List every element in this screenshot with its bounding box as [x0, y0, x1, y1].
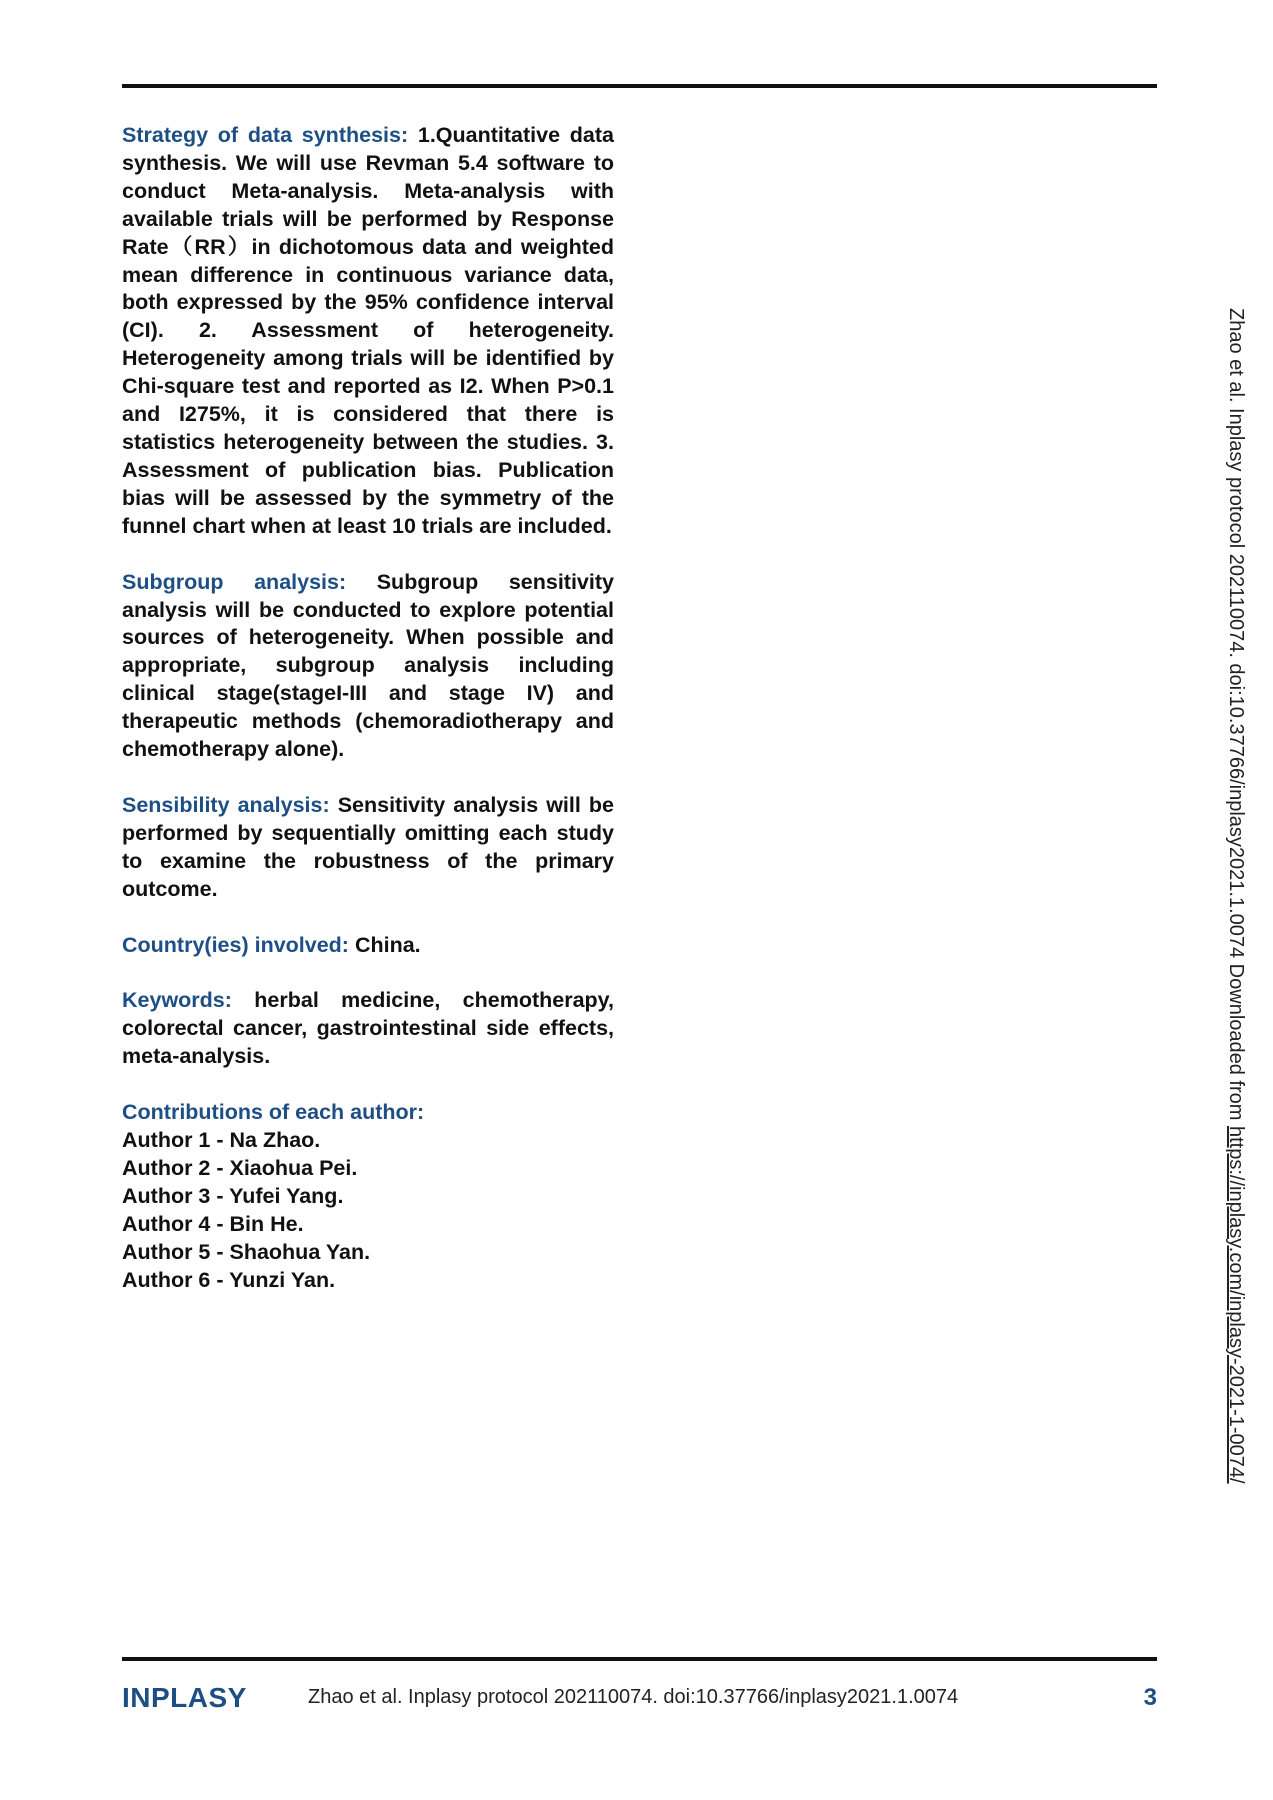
section-sensibility-analysis — [122, 792, 614, 904]
footer — [122, 1682, 1157, 1722]
list-item: Author 2 - Xiaohua Pei. — [122, 1156, 358, 1180]
section-body: Subgroup sensitivity analysis will be conducted to explore potential sources of heterogeneity. When possible and appropriate, subgroup analysis including clinical stage(stageI-III and stage IV) and therapeutic methods (chemoradiotherapy and chemotherapy alone). — [122, 569, 614, 762]
section-keywords — [122, 987, 614, 1071]
author-list — [122, 1127, 614, 1294]
section-subgroup-analysis — [122, 569, 614, 764]
section-heading: Contributions of each author: — [122, 1100, 425, 1125]
section-heading: Sensibility analysis: — [122, 792, 330, 817]
page-number: 3 — [1143, 1684, 1157, 1711]
section-heading: Keywords: — [122, 988, 232, 1013]
section-heading: Country(ies) involved: — [122, 932, 349, 957]
section-body: China. — [354, 932, 421, 957]
side-citation — [1224, 308, 1247, 1484]
main-column — [122, 122, 614, 1323]
section-body: 1.Quantitative data synthesis. We will use Revman 5.4 software to conduct Meta-analysis. Meta-analysis with available trials will be performed by Response Rate（RR）in dichotomous data and weighted mean difference in continuous variance data, both expressed by the 95% confidence interval (CI). 2. Assessment of heterogeneity. Heterogeneity among trials will be identified by Chi-square test and reported as I2. When P>0.1 and I275%, it is considered that there is statistics heterogeneity between the studies. 3. Assessment of publication bias. Publication bias will be assessed by the symmetry of the funnel chart when at least 10 trials are included. — [122, 123, 615, 538]
section-contributions — [122, 1099, 614, 1294]
list-item: Author 1 - Na Zhao. — [122, 1128, 321, 1153]
download-link[interactable]: https://inplasy.com/inplasy-2021-1-0074/ — [1225, 1126, 1247, 1484]
list-item: Author 5 - Shaohua Yan. — [122, 1239, 371, 1264]
list-item: Author 6 - Yunzi Yan. — [122, 1267, 336, 1292]
section-heading: Subgroup analysis: — [122, 569, 347, 594]
section-heading: Strategy of data synthesis: — [122, 123, 409, 147]
section-body: herbal medicine, chemotherapy, colorectal cancer, gastrointestinal side effects, meta-analysis. — [122, 988, 614, 1069]
list-item: Author 3 - Yufei Yang. — [122, 1183, 344, 1208]
top-rule — [122, 84, 1157, 88]
footer-citation: Zhao et al. Inplasy protocol 202110074. doi:10.37766/inplasy2021.1.0074 — [308, 1686, 959, 1708]
section-body: Sensitivity analysis will be performed by sequentially omitting each study to examine the robustness of the primary outcome. — [122, 792, 615, 901]
list-item: Author 4 - Bin He. — [122, 1211, 304, 1236]
section-countries — [122, 932, 614, 960]
section-data-synthesis — [122, 122, 614, 541]
inplasy-logo: INPLASY — [122, 1682, 247, 1713]
side-citation-text: Zhao et al. Inplasy protocol 202110074. doi:10.37766/inplasy2021.1.0074 Downloaded from — [1225, 308, 1247, 1126]
bottom-rule — [122, 1657, 1157, 1661]
